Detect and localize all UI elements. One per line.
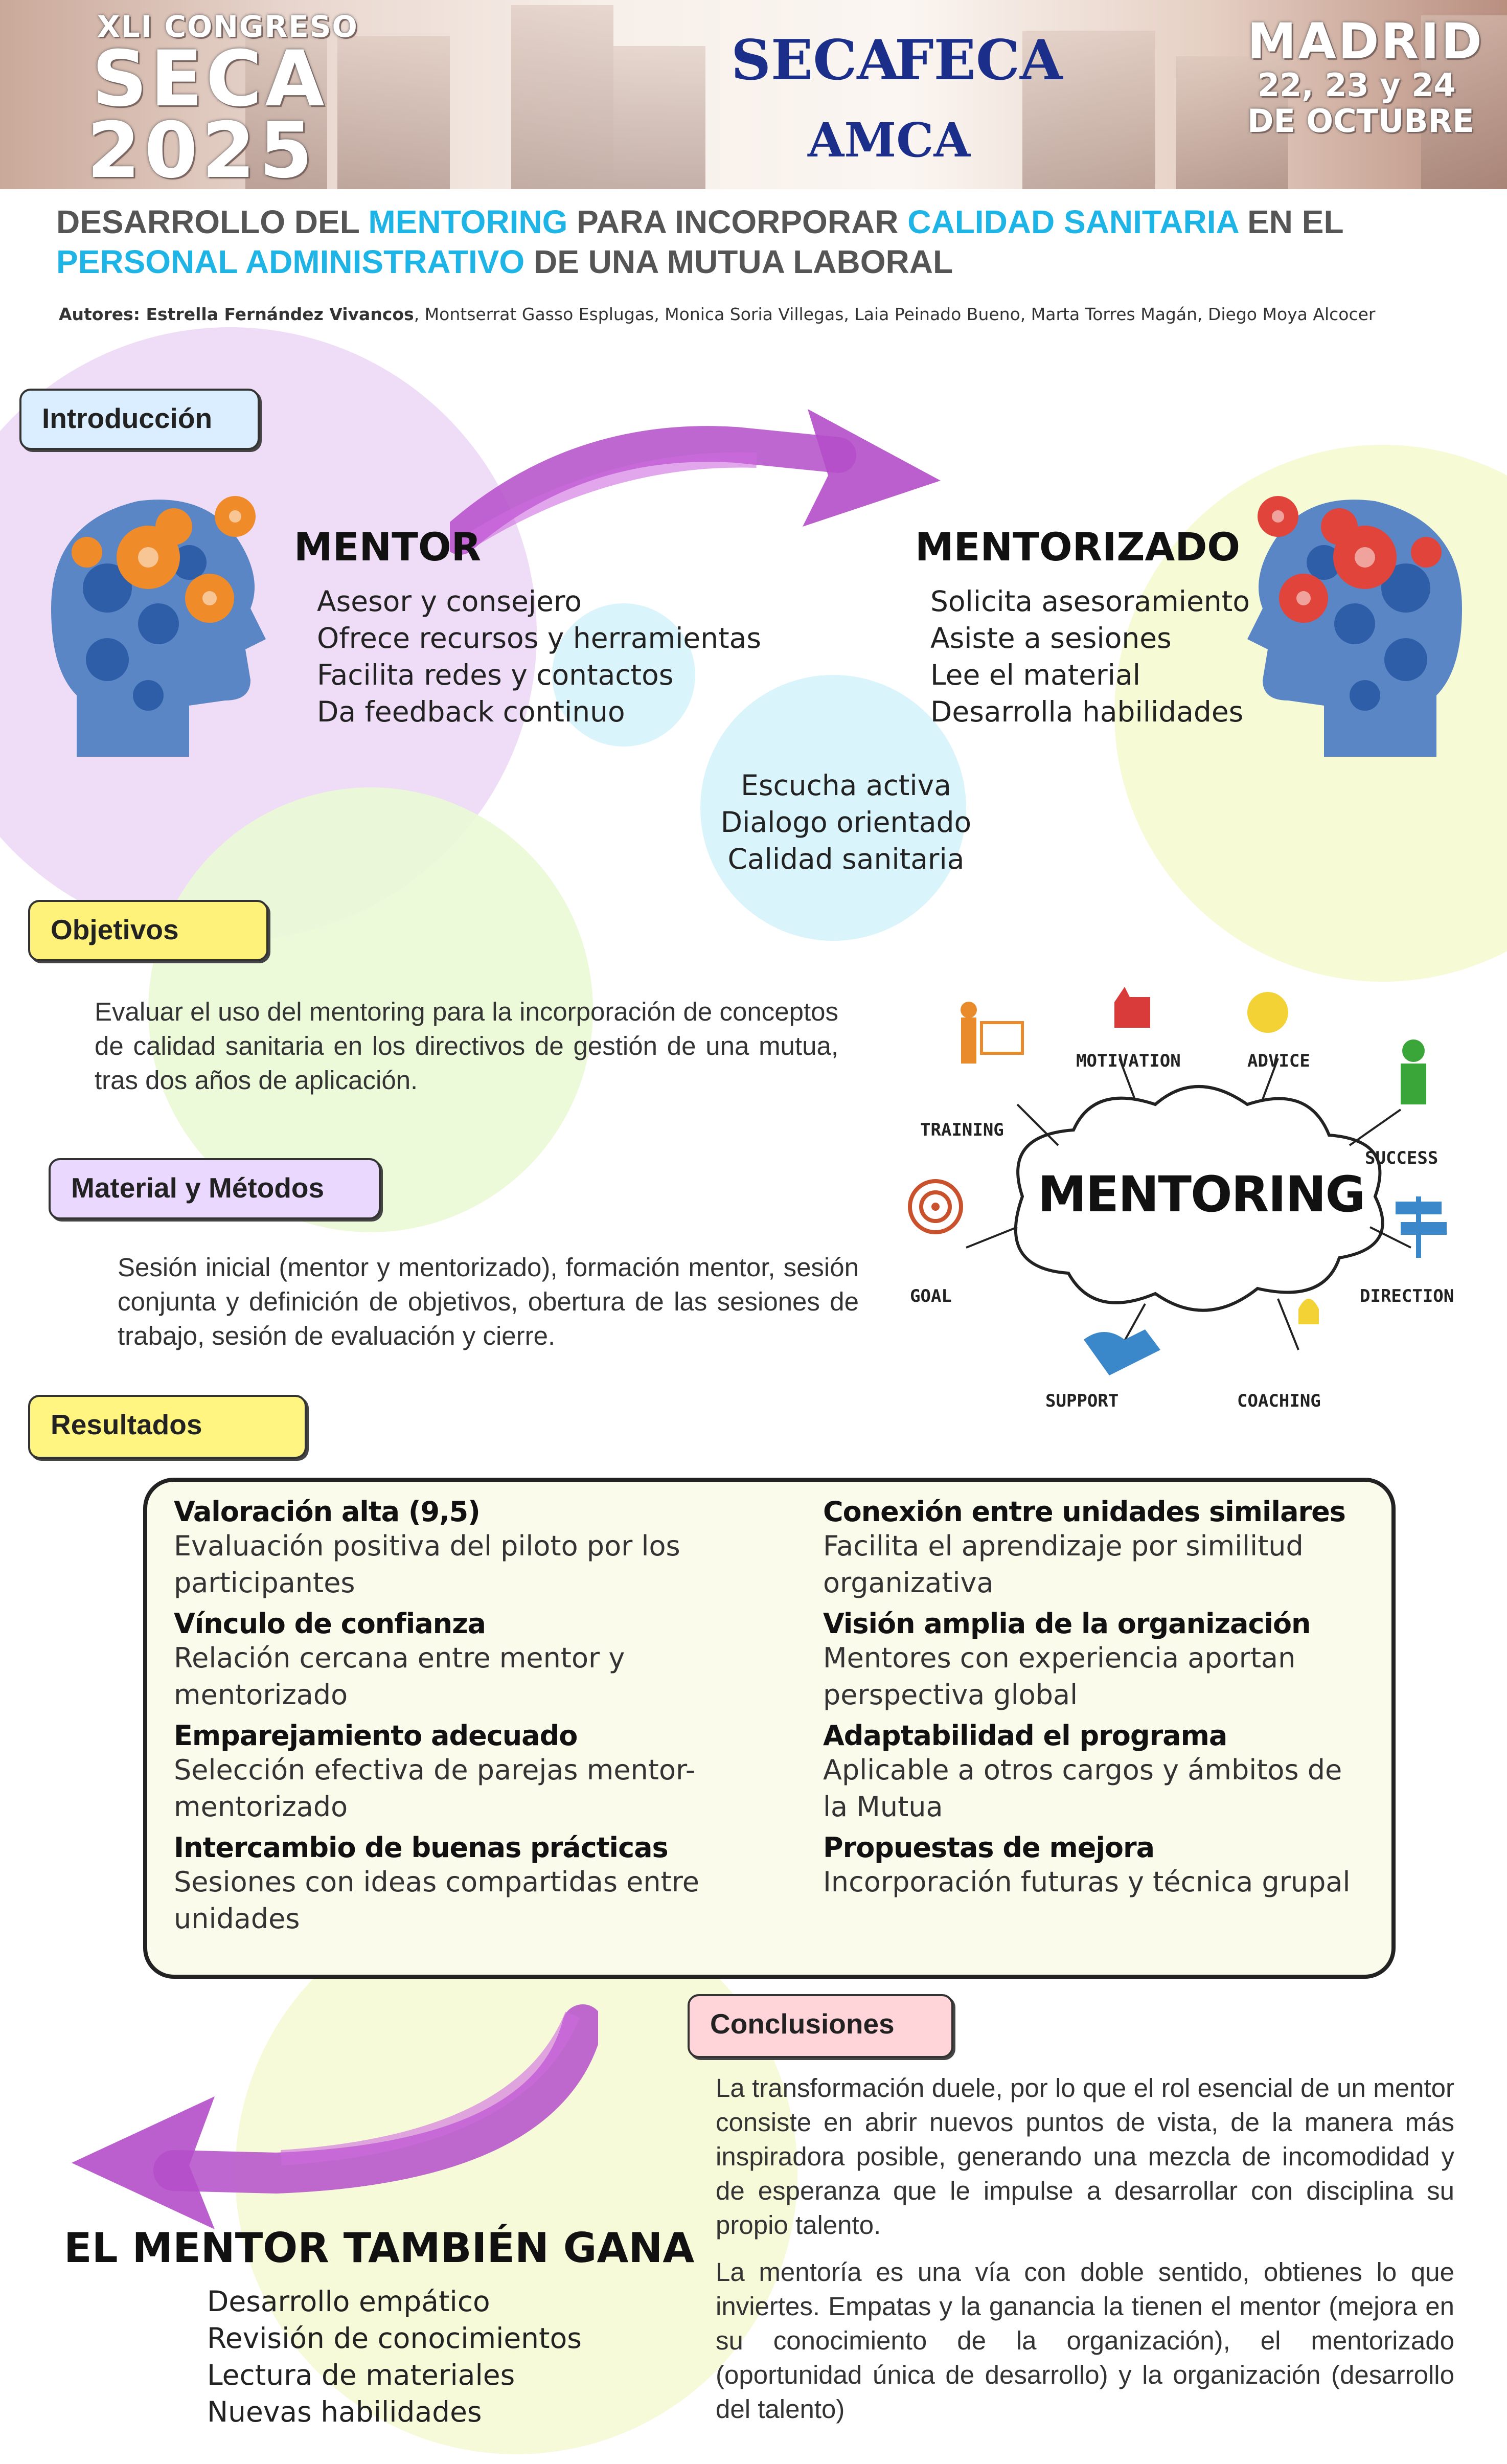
section-label-conclusiones: Conclusiones [688,1994,953,2058]
mentorizado-item: Desarrolla habilidades [930,695,1244,728]
result-item: Visión amplia de la organización Mentores con experiencia aportan perspectiva global [823,1608,1311,1711]
sketch-label: TRAINING [920,1120,1004,1140]
congress-label: XLI CONGRESO [97,9,358,44]
section-label-resultados: Resultados [28,1395,307,1459]
mentorizado-list [930,583,1250,730]
shared-item: Escucha activa [741,769,951,802]
arrow-left-icon [61,1994,598,2234]
dates-line1: 22, 23 y 24 [1258,66,1456,104]
mentoring-sketch [889,982,1503,1432]
gana-item: Nuevas habilidades [207,2395,482,2428]
result-item: Emparejamiento adecuado Selección efectiva de parejas mentor-mentorizado [174,1720,696,1823]
logo-amca: AMCA [808,112,970,168]
gana-item: Desarrollo empático [207,2285,490,2318]
header-banner [0,0,1507,189]
resultados-right [823,1496,1375,1907]
resultados-left [174,1496,746,1943]
mentorizado-item: Lee el material [930,659,1140,691]
mentorizado-title: MENTORIZADO [915,524,1241,570]
sketch-label: GOAL [910,1286,952,1306]
gana-item: Lectura de materiales [207,2359,515,2391]
dates-line2: DE OCTUBRE [1247,102,1474,140]
metodos-text: Sesión inicial (mentor y mentorizado), formación mentor, sesión conjunta y definición de objetivos, obertura de las sesiones de trabajo, sesión de evaluación y cierre. [118,1253,859,1350]
page-title: DESARROLLO DEL MENTORING PARA INCORPORAR CALIDAD SANITARIA EN EL PERSONAL ADMINISTRATIVO DE UNA MUTUA LABORAL [56,204,1344,280]
sketch-label: ADVICE [1247,1051,1310,1071]
congress-year: 2025 [87,112,317,189]
sketch-label: SUPPORT [1045,1391,1119,1411]
sketch-label: COACHING [1237,1391,1321,1411]
gana-title: EL MENTOR TAMBIÉN GANA [64,2224,695,2272]
head-gears-red-icon [1237,455,1493,762]
objetivos-text: Evaluar el uso del mentoring para la incorporación de conceptos de calidad sanitaria en los directivos de gestión de una mutua, tras dos años de aplicación. [95,997,838,1095]
mentorizado-item: Solicita asesoramiento [930,585,1250,618]
mentor-list [317,583,761,730]
mentorizado-item: Asiste a sesiones [930,622,1172,654]
mentor-title: MENTOR [294,524,482,570]
sketch-label: SUCCESS [1365,1148,1438,1168]
conclusiones-p2: La mentoría es una vía con doble sentido, obtienes lo que inviertes. Empatas y la ganancia la tienen el mentor (mejora en su conocimiento de la organización), el mentorizado (oportunidad única de desarrollo) y la organización (desarrollo del talento) [716,2257,1454,2424]
mentor-item: Ofrece recursos y herramientas [317,622,762,654]
sketch-label: DIRECTION [1360,1286,1454,1306]
conclusiones-p1: La transformación duele, por lo que el rol esencial de un mentor consiste en abrir nuevos puntos de vista, de la manera más inspiradora posible, generando una mezcla de incomodidad y de esperanza que le impulse a desarrollar con disciplina su propio talento. [716,2073,1454,2240]
shared-item: Calidad sanitaria [727,843,965,875]
mentor-item: Facilita redes y contactos [317,659,674,691]
mentor-item: Da feedback continuo [317,695,625,728]
section-label-metodos: Material y Métodos [49,1158,381,1219]
section-label-objetivos: Objetivos [28,900,268,961]
result-item: Intercambio de buenas prácticas Sesiones con ideas compartidas entre unidades [174,1832,700,1935]
gana-item: Revisión de conocimientos [207,2322,582,2355]
result-item: Propuestas de mejora Incorporación futuras y técnica grupal [823,1832,1351,1898]
result-item: Adaptabilidad el programa Aplicable a otros cargos y ámbitos de la Mutua [823,1720,1342,1823]
result-item: Valoración alta (9,5) Evaluación positiva del piloto por los participantes [174,1496,680,1599]
mentoring-center-label: MENTORING [1038,1166,1365,1223]
result-item: Vínculo de confianza Relación cercana entre mentor y mentorizado [174,1608,625,1711]
section-label-introduccion: Introducción [19,389,260,450]
sketch-label: MOTIVATION [1076,1051,1181,1071]
shared-list [680,767,1012,877]
city: MADRID [1247,13,1484,70]
gana-list [207,2283,582,2430]
shared-item: Dialogo orientado [720,806,972,839]
result-item: Conexión entre unidades similares Facilita el aprendizaje por similitud organizativa [823,1496,1345,1599]
arrow-right-icon [450,404,961,573]
head-gears-icon [20,455,276,762]
authors: Autores: Estrella Fernández Vivancos, Montserrat Gasso Esplugas, Monica Soria Villegas, Laia Peinado Bueno, Marta Torres Magán, Diego Moya Alcocer [59,304,1376,324]
logo-feca: FECA [895,28,1063,93]
mentor-item: Asesor y consejero [317,585,582,618]
congress-seca: SECA [92,35,328,124]
logo-seca: SECA [731,28,900,93]
